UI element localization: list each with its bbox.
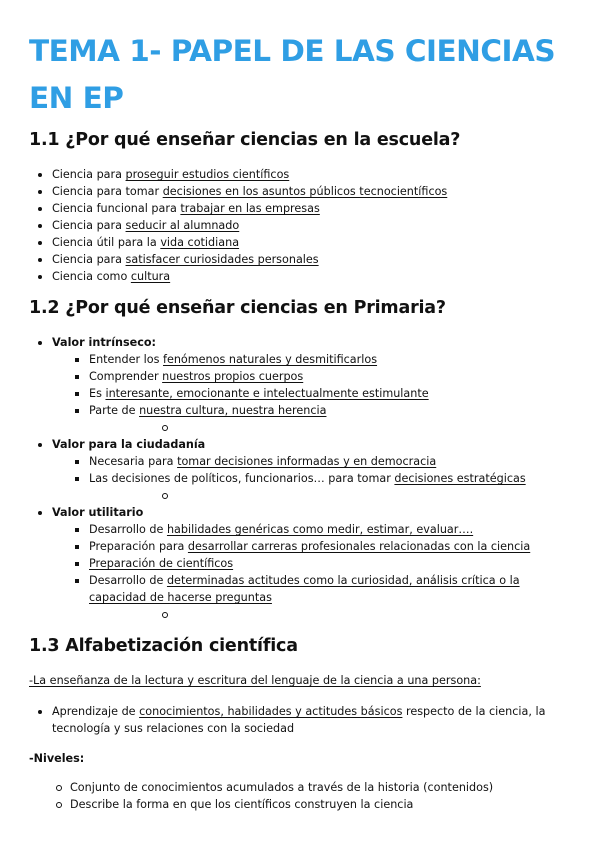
list-item: Es interesante, emocionante e intelectualmente estimulante xyxy=(0,385,600,402)
underlined-text: proseguir estudios científicos xyxy=(125,168,290,181)
underlined-text: conocimientos, habilidades y actitudes básicos xyxy=(139,705,403,718)
empty-sub-bullet xyxy=(0,487,600,504)
list-item xyxy=(0,555,600,572)
underlined-text: fenómenos naturales y desmitificarlos xyxy=(163,353,378,366)
list-item: Ciencia para proseguir estudios científicos xyxy=(0,166,600,183)
underlined-text: vida cotidiana xyxy=(160,236,240,249)
underlined-text: desarrollar carreras profesionales relacionadas con la ciencia xyxy=(187,540,531,553)
section-1-2-list xyxy=(0,334,600,623)
section-1-1-heading: 1.1 ¿Por qué enseñar ciencias en la escuela? xyxy=(29,130,461,150)
list-item: Las decisiones de políticos, funcionarios… para tomar decisiones estratégicas xyxy=(0,470,600,487)
section-1-3-heading: 1.3 Alfabetización científica xyxy=(29,636,298,656)
underlined-text: tomar decisiones informadas y en democracia xyxy=(177,455,437,468)
section-1-2-heading: 1.2 ¿Por qué enseñar ciencias en Primaria? xyxy=(29,298,446,318)
section-1-3-intro xyxy=(29,672,481,689)
underlined-text: Preparación de científicos xyxy=(89,557,234,570)
list-item: Describe la forma en que los científicos construyen la ciencia xyxy=(0,796,600,813)
document-title: TEMA 1- PAPEL DE LAS CIENCIAS EN EP xyxy=(29,34,556,115)
underlined-text: seducir al alumnado xyxy=(125,219,240,232)
list-item: Aprendizaje de conocimientos, habilidades y actitudes básicos respecto de la ciencia, la tecnología y sus relaciones con la sociedad xyxy=(0,703,574,737)
list-item: Conjunto de conocimientos acumulados a través de la historia (contenidos) xyxy=(0,779,600,796)
list-item: Ciencia como cultura xyxy=(0,268,600,285)
list-item: Desarrollo de determinadas actitudes como la curiosidad, análisis crítica o la capacidad de hacerse preguntas xyxy=(0,572,575,606)
list-item: Ciencia útil para la vida cotidiana xyxy=(0,234,600,251)
list-item: Desarrollo de habilidades genéricas como medir, estimar, evaluar…. xyxy=(0,521,600,538)
group-label-intrinseco: Valor intrínseco: xyxy=(0,334,600,351)
empty-sub-bullet xyxy=(0,419,600,436)
underlined-text: habilidades genéricas como medir, estimar, evaluar…. xyxy=(166,523,474,536)
underlined-text: decisiones en los asuntos públicos tecnocientíficos xyxy=(162,185,448,198)
list-item: Ciencia para satisfacer curiosidades personales xyxy=(0,251,600,268)
list-item: Entender los fenómenos naturales y desmitificarlos xyxy=(0,351,600,368)
underlined-text: -La enseñanza de la lectura y escritura del lenguaje de la ciencia a una persona: xyxy=(29,674,481,687)
underlined-text: nuestros propios cuerpos xyxy=(162,370,304,383)
underlined-text: capacidad de hacerse preguntas xyxy=(89,591,272,604)
list-item: Ciencia para seducir al alumnado xyxy=(0,217,600,234)
underlined-text: satisfacer curiosidades personales xyxy=(125,253,319,266)
group-label-ciudadania: Valor para la ciudadanía xyxy=(0,436,600,453)
underlined-text: cultura xyxy=(130,270,171,283)
list-item: Preparación para desarrollar carreras profesionales relacionadas con la ciencia xyxy=(0,538,600,555)
niveles-label: -Niveles: xyxy=(29,752,85,765)
list-item: Ciencia funcional para trabajar en las empresas xyxy=(0,200,600,217)
section-1-1-list xyxy=(0,166,600,285)
underlined-text: interesante, emocionante e intelectualmente estimulante xyxy=(105,387,429,400)
niveles-list xyxy=(0,779,600,813)
empty-sub-bullet xyxy=(0,606,600,623)
list-item: Parte de nuestra cultura, nuestra herencia xyxy=(0,402,600,419)
list-item: Necesaria para tomar decisiones informadas y en democracia xyxy=(0,453,600,470)
section-1-3-list xyxy=(0,703,600,737)
underlined-text: trabajar en las empresas xyxy=(180,202,320,215)
list-item: Ciencia para tomar decisiones en los asuntos públicos tecnocientíficos xyxy=(0,183,600,200)
underlined-text: determinadas actitudes como la curiosidad, análisis crítica o la xyxy=(166,574,520,587)
group-label-utilitario: Valor utilitario xyxy=(0,504,600,521)
underlined-text: nuestra cultura, nuestra herencia xyxy=(139,404,327,417)
underlined-text: decisiones estratégicas xyxy=(394,472,526,485)
list-item: Comprender nuestros propios cuerpos xyxy=(0,368,600,385)
